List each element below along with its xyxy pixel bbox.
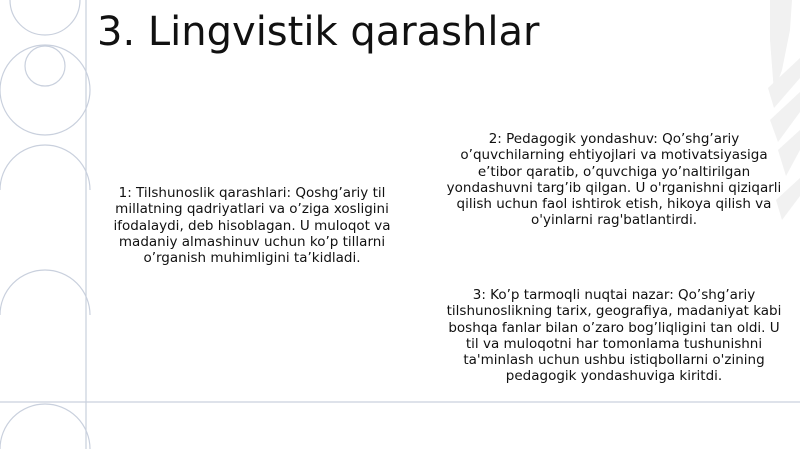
arch-outline-2 <box>0 270 90 315</box>
bottom-arch-outline <box>0 404 90 449</box>
large-circle-outline <box>0 45 90 135</box>
arch-outline-1 <box>0 145 90 190</box>
paragraph-multidisciplinary-perspective: 3: Ko’p tarmoqli nuqtai nazar: Qo’shg’ariy tilshunoslikning tarix, geografiya, madaniyat kabi boshqa fanlar bilan o’zaro bog’liqligini tan oldi. U til va muloqotni har tomonlama tushunishni ta'minlash uchun ushbu istiqbollarni o'zining pedagogik yondashuviga kiritdi. <box>446 287 782 385</box>
top-arc <box>10 0 80 35</box>
paragraph-pedagogical-approach: 2: Pedagogik yondashuv: Qo’shg’ariy o’quvchilarning ehtiyojlari va motivatsiyasiga e’tibor qaratib, o’quvchiga yo’naltirilgan yondashuvni targ’ib qilgan. U o'rganishni qiziqarli qilish uchun faol ishtirok etish, hikoya qilish va o'yinlarni rag'batlantirdi. <box>446 131 782 229</box>
slide-title: 3. Lingvistik qarashlar <box>97 9 540 55</box>
small-circle-outline <box>25 46 65 86</box>
paragraph-linguistic-views: 1: Tilshunoslik qarashlari: Qoshg’ariy til millatning qadriyatlari va o’ziga xosligini ifodalaydi, deb hisoblagan. U muloqot va madaniy almashinuv uchun ko’p tillarni o’rganish muhimligini ta’kidladi. <box>113 185 391 267</box>
